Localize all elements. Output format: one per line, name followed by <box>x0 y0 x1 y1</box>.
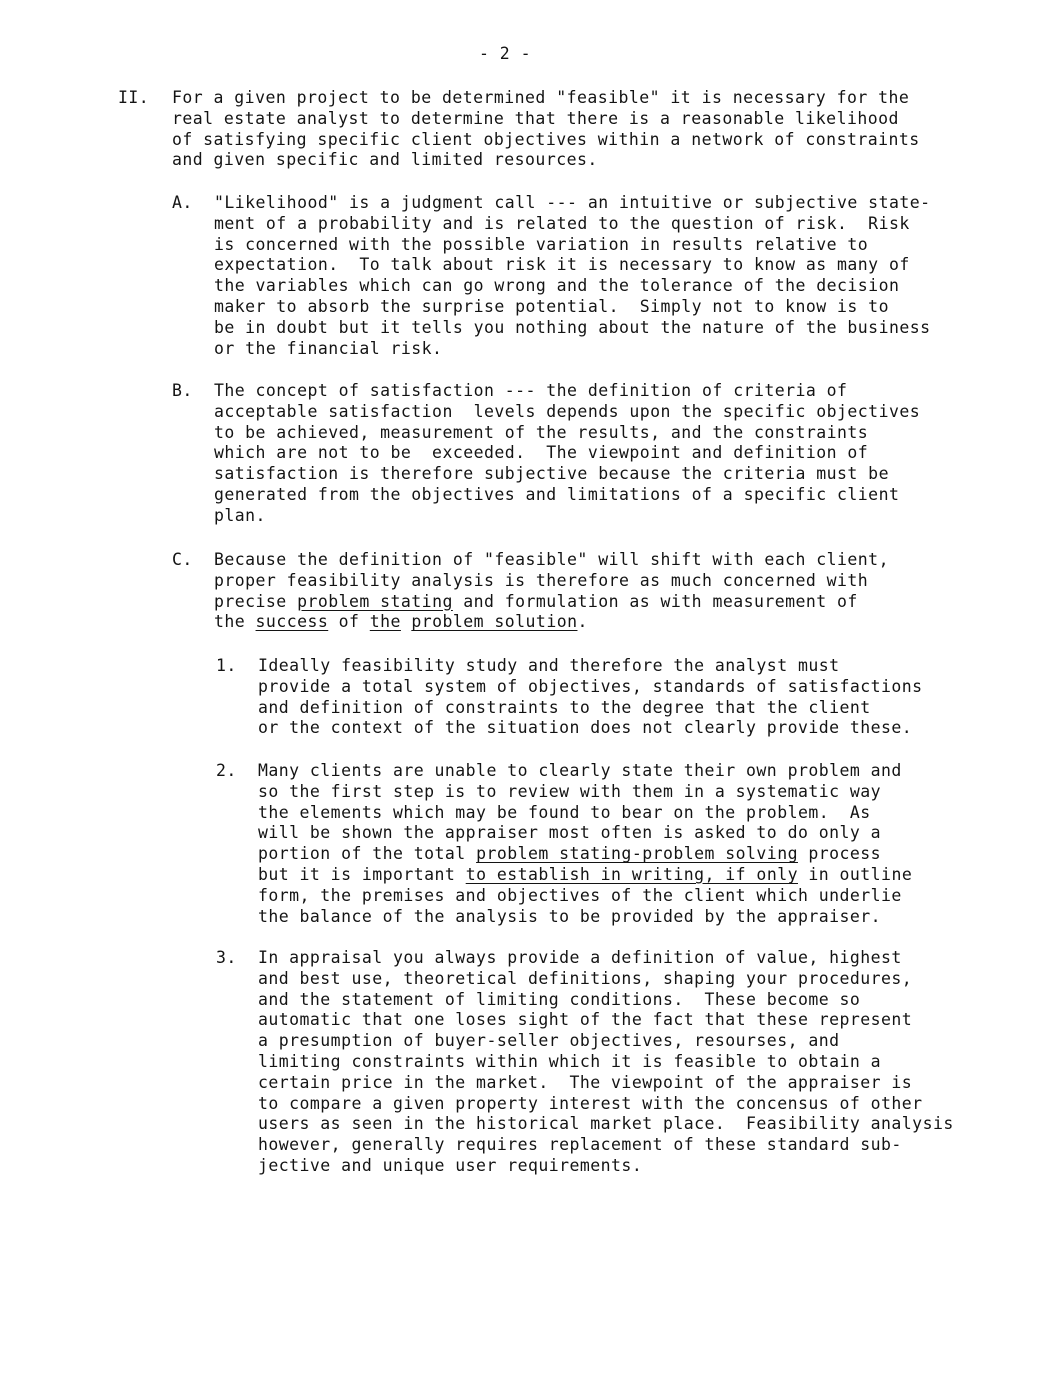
text-line: the elements which may be found to bear on the problem. As <box>258 802 871 822</box>
text-line: automatic that one loses sight of the fact that these represent <box>258 1010 913 1030</box>
item-b-marker: B. <box>172 381 193 400</box>
item-b <box>172 381 920 527</box>
text-line: plan. <box>214 505 266 525</box>
item-a <box>172 193 931 359</box>
text-line: however, generally requires replacement of these standard sub- <box>258 1135 902 1155</box>
text-line: will be shown the appraiser most often is asked to do only a <box>258 823 882 843</box>
text-line: the variables which can go wrong and the tolerance of the decision <box>214 276 900 296</box>
section-ii <box>118 88 920 171</box>
text-line <box>214 592 889 613</box>
item-c-text <box>214 550 889 633</box>
text-run <box>401 612 411 631</box>
text-line: and best use, theoretical definitions, shaping your procedures, <box>258 968 913 988</box>
underlined-phrase: to establish in writing, if only <box>465 864 798 884</box>
text-line: and definition of constraints to the degree that the client <box>258 697 871 717</box>
underlined-phrase: problem stating <box>297 591 453 611</box>
item-2 <box>216 761 912 927</box>
text-line: is concerned with the possible variation in results relative to <box>214 234 869 254</box>
text-line: maker to absorb the surprise potential. Simply not to know is to <box>214 296 889 316</box>
text-line: For a given project to be determined "feasible" it is necessary for the <box>172 88 910 107</box>
text-line: limiting constraints within which it is feasible to obtain a <box>258 1051 882 1071</box>
text-line: a presumption of buyer-seller objectives, resourses, and <box>258 1031 840 1051</box>
text-run: of <box>328 612 370 632</box>
text-line: jective and unique user requirements. <box>258 1155 643 1175</box>
text-line: of satisfying specific client objectives within a network of constraints <box>172 129 920 149</box>
text-line: Ideally feasibility study and therefore the analyst must <box>258 656 840 675</box>
item-1 <box>216 656 923 739</box>
section-ii-text <box>172 88 920 171</box>
page-number: - 2 - <box>479 44 531 63</box>
text-line: Many clients are unable to clearly state their own problem and <box>258 761 902 780</box>
text-line: certain price in the market. The viewpoint of the appraiser is <box>258 1072 913 1092</box>
section-ii-marker: II. <box>118 88 150 107</box>
text-line: the balance of the analysis to be provided by the appraiser. <box>258 906 882 926</box>
underlined-phrase: success <box>255 612 329 632</box>
text-line: ment of a probability and is related to the question of risk. Risk <box>214 213 910 233</box>
text-line: and given specific and limited resources. <box>172 150 598 170</box>
item-2-text <box>258 761 912 927</box>
text-line: expectation. To talk about risk it is necessary to know as many of <box>214 255 910 275</box>
text-line: to compare a given property interest with the concensus of other <box>258 1093 923 1113</box>
text-line: or the context of the situation does not clearly provide these. <box>258 718 913 738</box>
underlined-phrase: problem solution <box>411 612 578 632</box>
text-run: but it is important <box>258 864 466 884</box>
item-3 <box>216 948 954 1177</box>
text-run: portion of the total <box>258 844 477 864</box>
item-3-marker: 3. <box>216 948 237 967</box>
item-a-text <box>214 193 931 359</box>
text-run: in outline <box>797 864 913 884</box>
text-line: and the statement of limiting conditions. These become so <box>258 989 861 1009</box>
text-line: satisfaction is therefore subjective because the criteria must be <box>214 464 889 484</box>
item-c <box>172 550 889 633</box>
text-run: precise <box>214 591 298 611</box>
text-line: proper feasibility analysis is therefore as much concerned with <box>214 570 869 590</box>
item-1-marker: 1. <box>216 656 237 675</box>
text-line: In appraisal you always provide a definition of value, highest <box>258 948 902 967</box>
underlined-phrase: the <box>369 612 401 632</box>
underlined-phrase: problem stating-problem solving <box>476 844 798 864</box>
text-line: "Likelihood" is a judgment call --- an intuitive or subjective state- <box>214 193 931 212</box>
item-b-text <box>214 381 920 527</box>
text-line: be in doubt but it tells you nothing about the nature of the business <box>214 317 931 337</box>
text-line: generated from the objectives and limitations of a specific client <box>214 484 900 504</box>
text-line: to be achieved, measurement of the results, and the constraints <box>214 422 869 442</box>
text-line <box>258 844 912 865</box>
item-c-marker: C. <box>172 550 193 569</box>
text-line: or the financial risk. <box>214 338 443 358</box>
text-line <box>214 612 889 633</box>
text-line: which are not to be exceeded. The viewpoint and definition of <box>214 443 869 463</box>
item-2-marker: 2. <box>216 761 237 780</box>
text-run: and formulation as with measurement of <box>452 591 858 611</box>
text-run: process <box>797 844 882 864</box>
item-a-marker: A. <box>172 193 193 212</box>
text-line: so the first step is to review with them in a systematic way <box>258 781 882 801</box>
text-line: acceptable satisfaction levels depends upon the specific objectives <box>214 401 921 421</box>
text-line <box>258 865 912 886</box>
text-line: real estate analyst to determine that there is a reasonable likelihood <box>172 108 899 128</box>
item-1-text <box>258 656 923 739</box>
text-run: the <box>214 612 256 632</box>
item-3-text <box>258 948 954 1177</box>
text-run: . <box>577 612 588 632</box>
text-line: Because the definition of "feasible" will shift with each client, <box>214 550 889 569</box>
text-line: provide a total system of objectives, standards of satisfactions <box>258 676 923 696</box>
text-line: form, the premises and objectives of the client which underlie <box>258 885 902 905</box>
text-line: The concept of satisfaction --- the definition of criteria of <box>214 381 848 400</box>
text-line: users as seen in the historical market place. Feasibility analysis <box>258 1114 954 1134</box>
